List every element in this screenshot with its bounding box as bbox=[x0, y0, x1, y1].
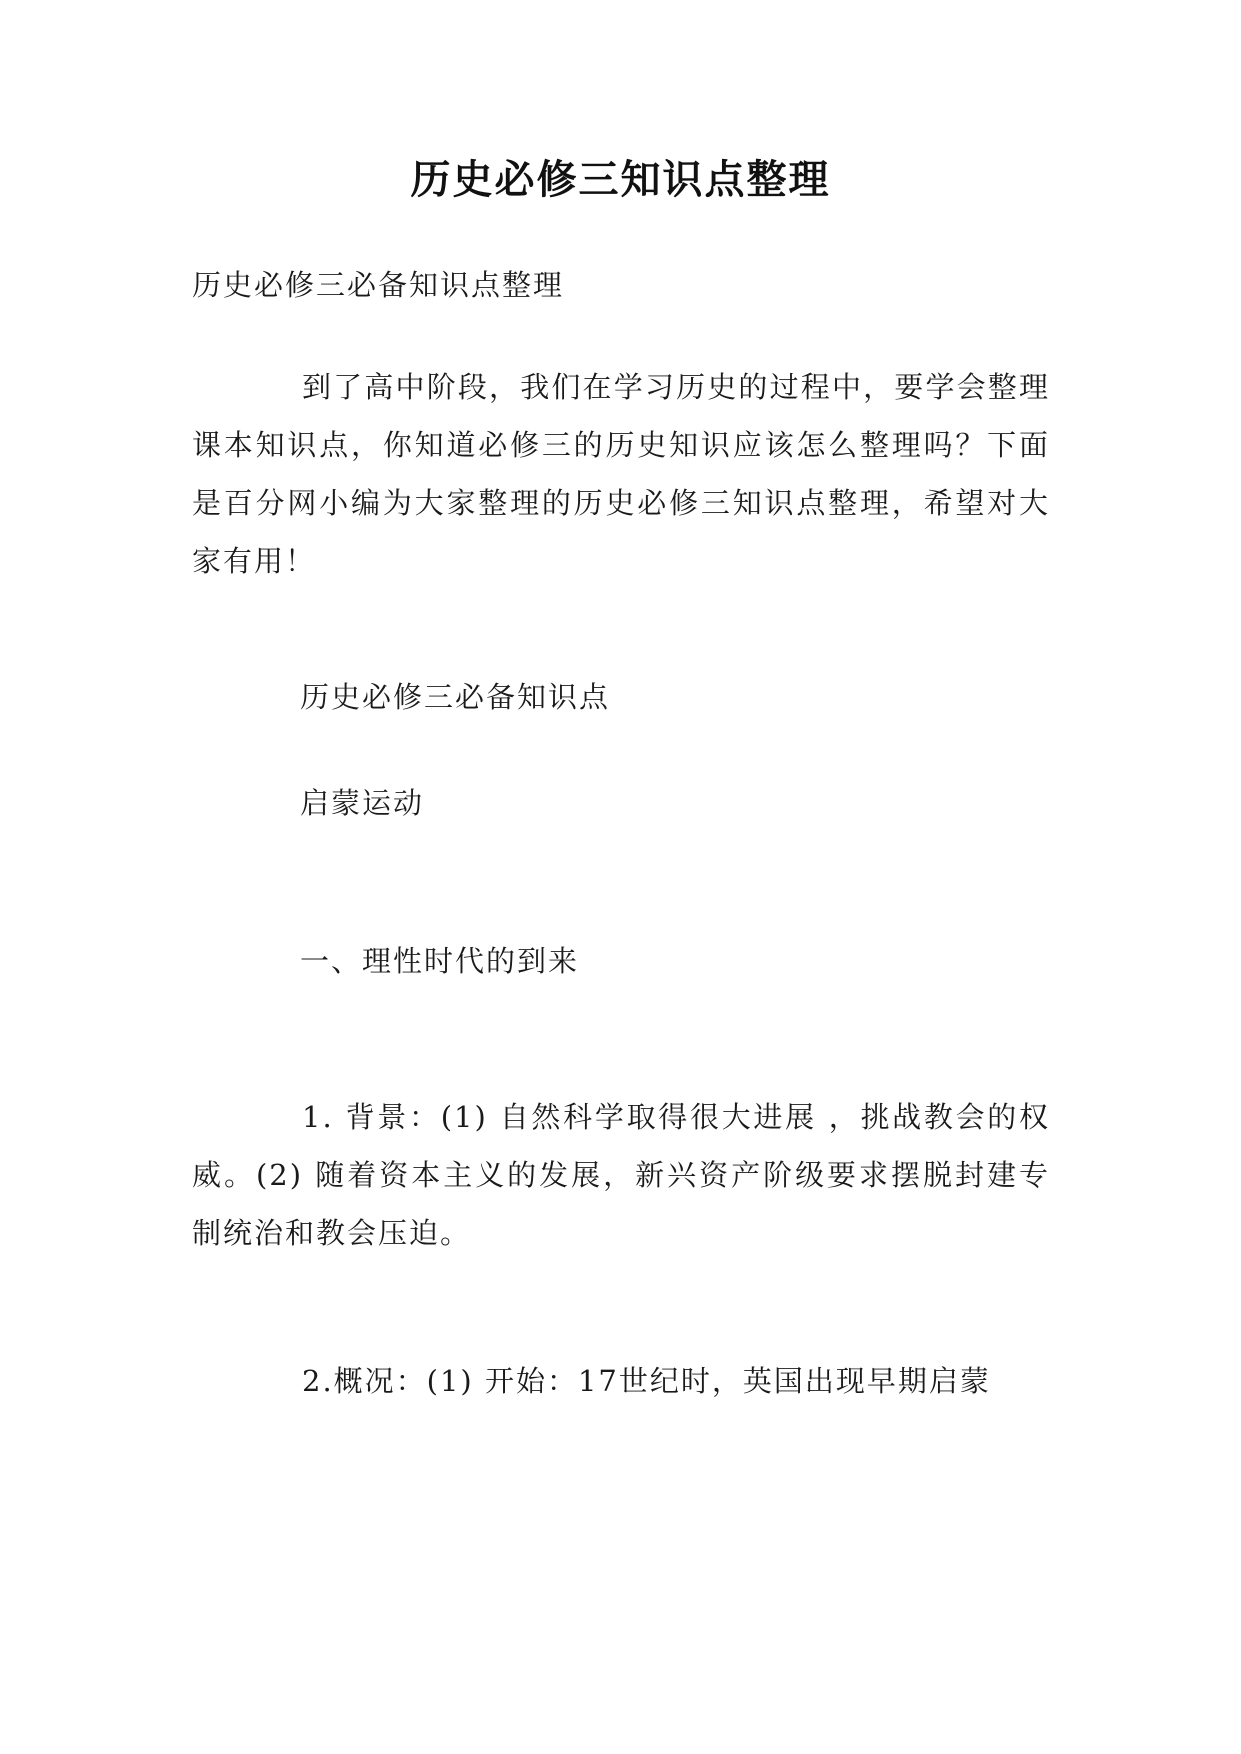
chapter-heading: 一、理性时代的到来 bbox=[300, 944, 580, 978]
point-2-paragraph: 2.概况：(1) 开始：17世纪时，英国出现早期启蒙 bbox=[302, 1364, 991, 1398]
topic-heading: 启蒙运动 bbox=[300, 786, 425, 820]
document-title: 历史必修三知识点整理 bbox=[410, 156, 831, 203]
document-subtitle: 历史必修三必备知识点整理 bbox=[192, 268, 565, 302]
intro-paragraph: 到了高中阶段，我们在学习历史的过程中，要学会整理课本知识点，你知道必修三的历史知识应该怎么整理吗？下面是百分网小编为大家整理的历史必修三知识点整理，希望对大家有用！ bbox=[192, 370, 1050, 578]
section-heading: 历史必修三必备知识点 bbox=[300, 680, 611, 714]
point-1-paragraph: 1. 背景：(1) 自然科学取得很大进展 ，挑战教会的权威。(2) 随着资本主义的发展，新兴资产阶级要求摆脱封建专制统治和教会压迫。 bbox=[192, 1100, 1050, 1250]
